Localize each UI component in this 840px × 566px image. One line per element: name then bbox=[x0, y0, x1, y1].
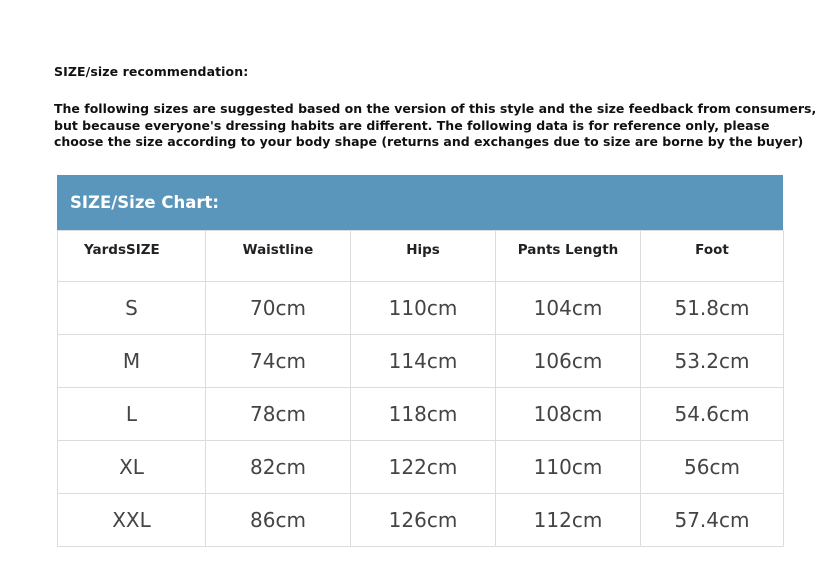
size-table bbox=[57, 230, 784, 547]
hips-cell: 122cm bbox=[351, 441, 496, 494]
foot-cell: 51.8cm bbox=[641, 282, 784, 335]
foot-cell: 53.2cm bbox=[641, 335, 784, 388]
size-recommendation-heading: SIZE/size recommendation: bbox=[54, 64, 249, 79]
size-cell: XL bbox=[58, 441, 206, 494]
size-cell: XXL bbox=[58, 494, 206, 547]
waistline-cell: 86cm bbox=[206, 494, 351, 547]
table-header-row bbox=[58, 231, 784, 282]
waistline-cell: 74cm bbox=[206, 335, 351, 388]
hips-cell: 114cm bbox=[351, 335, 496, 388]
size-chart bbox=[57, 175, 783, 547]
notice-line: but because everyone's dressing habits are different. The following data is for reference only, please bbox=[54, 117, 770, 133]
pants-length-cell: 110cm bbox=[496, 441, 641, 494]
table-row bbox=[58, 388, 784, 441]
pants-length-cell: 106cm bbox=[496, 335, 641, 388]
column-header-hips: Hips bbox=[351, 231, 496, 282]
pants-length-cell: 108cm bbox=[496, 388, 641, 441]
foot-cell: 57.4cm bbox=[641, 494, 784, 547]
size-notice bbox=[54, 101, 817, 151]
column-header-pants-length: Pants Length bbox=[496, 231, 641, 282]
waistline-cell: 70cm bbox=[206, 282, 351, 335]
column-header-waistline: Waistline bbox=[206, 231, 351, 282]
foot-cell: 56cm bbox=[641, 441, 784, 494]
size-cell: L bbox=[58, 388, 206, 441]
size-cell: S bbox=[58, 282, 206, 335]
pants-length-cell: 112cm bbox=[496, 494, 641, 547]
hips-cell: 110cm bbox=[351, 282, 496, 335]
pants-length-cell: 104cm bbox=[496, 282, 641, 335]
notice-line: The following sizes are suggested based on the version of this style and the size feedback from consumers, bbox=[54, 101, 817, 116]
table-row bbox=[58, 282, 784, 335]
table-row bbox=[58, 335, 784, 388]
notice-line: choose the size according to your body shape (returns and exchanges due to size are borne by the buyer) bbox=[54, 134, 804, 149]
column-header-foot: Foot bbox=[641, 231, 784, 282]
waistline-cell: 78cm bbox=[206, 388, 351, 441]
column-header-size: YardsSIZE bbox=[58, 231, 206, 282]
waistline-cell: 82cm bbox=[206, 441, 351, 494]
size-cell: M bbox=[58, 335, 206, 388]
hips-cell: 126cm bbox=[351, 494, 496, 547]
size-chart-title: SIZE/Size Chart: bbox=[57, 175, 783, 230]
hips-cell: 118cm bbox=[351, 388, 496, 441]
table-row bbox=[58, 441, 784, 494]
foot-cell: 54.6cm bbox=[641, 388, 784, 441]
table-row bbox=[58, 494, 784, 547]
